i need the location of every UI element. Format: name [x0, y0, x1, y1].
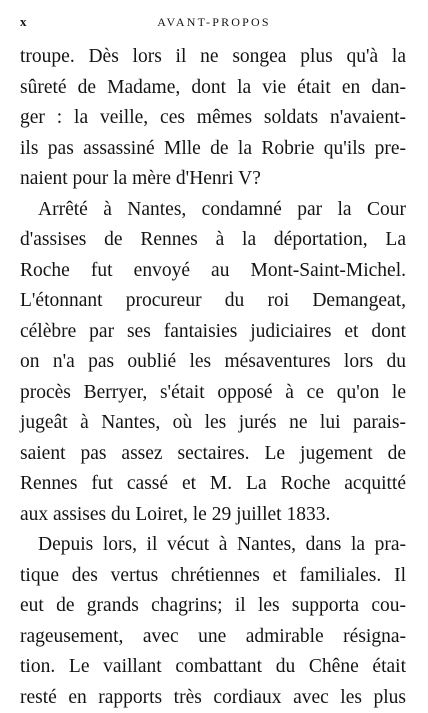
- text-line: sûreté de Madame, dont la vie était en dan-: [20, 73, 406, 104]
- text-line: d'assises de Rennes à la déportation, La: [20, 225, 406, 256]
- text-line: saient pas assez sectaires. Le jugement de: [20, 439, 406, 470]
- running-head: AVANT-PROPOS: [20, 15, 408, 30]
- text-line: L'étonnant procureur du roi Demangeat,: [20, 286, 406, 317]
- text-line: Depuis lors, il vécut à Nantes, dans la pra-: [20, 530, 406, 561]
- text-line: troupe. Dès lors il ne songea plus qu'à la: [20, 42, 406, 73]
- text-line: resté en rapports très cordiaux avec les plus: [20, 683, 406, 713]
- body-text: [20, 42, 406, 713]
- text-line: procès Berryer, s'était opposé à ce qu'on le: [20, 378, 406, 409]
- text-line: Rennes fut cassé et M. La Roche acquitté: [20, 469, 406, 500]
- text-line: rageusement, avec une admirable résigna-: [20, 622, 406, 653]
- text-line: ils pas assassiné Mlle de la Robrie qu'ils pre-: [20, 134, 406, 165]
- text-line: tique des vertus chrétiennes et familiales. Il: [20, 561, 406, 592]
- page-header: [20, 14, 408, 34]
- text-line: naient pour la mère d'Henri V?: [20, 164, 406, 195]
- text-line: Arrêté à Nantes, condamné par la Cour: [20, 195, 406, 226]
- text-line: jugeât à Nantes, où les jurés ne lui parais-: [20, 408, 406, 439]
- text-line: Roche fut envoyé au Mont-Saint-Michel.: [20, 256, 406, 287]
- text-line: eut de grands chagrins; il les supporta cou-: [20, 591, 406, 622]
- text-line: aux assises du Loiret, le 29 juillet 1833.: [20, 500, 406, 531]
- text-line: ger : la veille, ces mêmes soldats n'avaient-: [20, 103, 406, 134]
- text-line: célèbre par ses fantaisies judiciaires et dont: [20, 317, 406, 348]
- page-number: x: [20, 14, 27, 30]
- text-line: tion. Le vaillant combattant du Chêne était: [20, 652, 406, 683]
- text-line: on n'a pas oublié les mésaventures lors du: [20, 347, 406, 378]
